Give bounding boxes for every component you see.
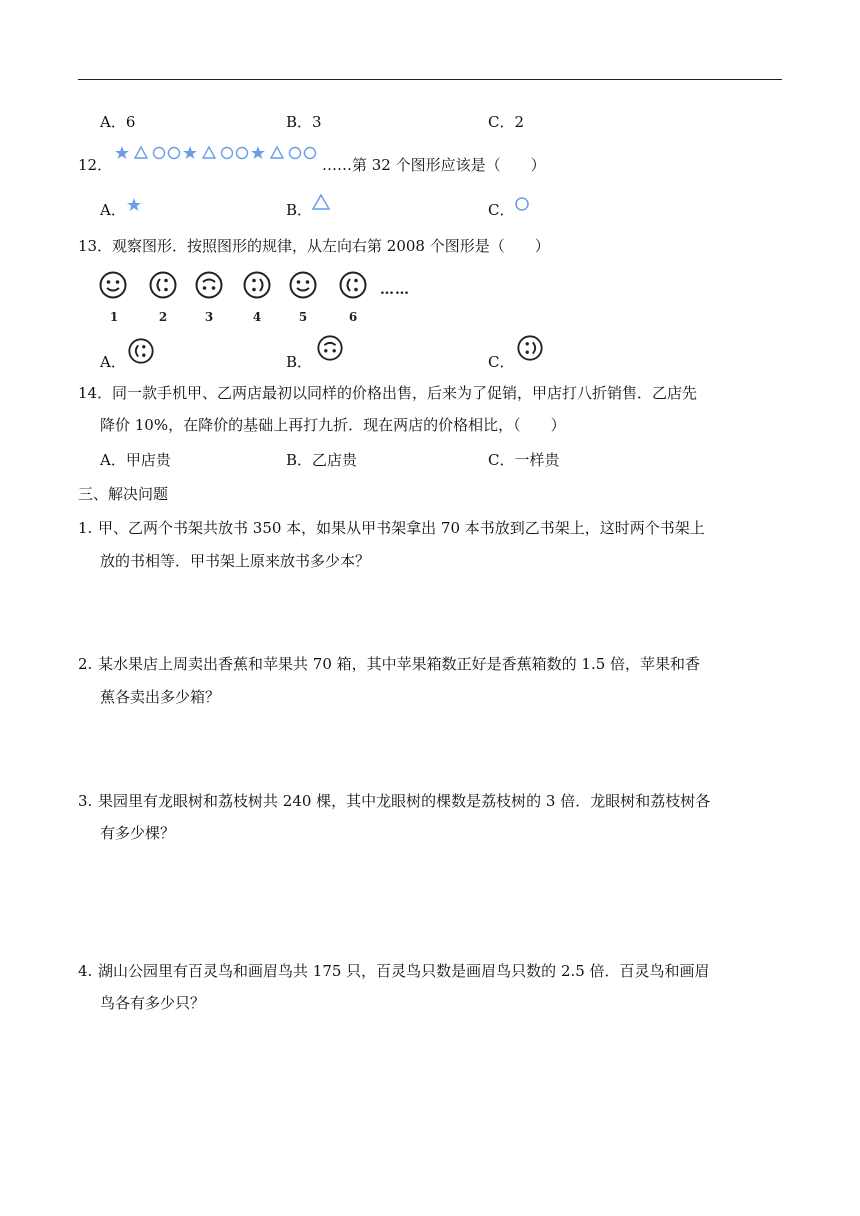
triangle-icon xyxy=(203,147,215,158)
problem-text-line1: 湖山公园里有百灵鸟和画眉鸟共 175 只，百灵鸟只数是画眉鸟只数的 2.5 倍．百灵鸟和画眉 xyxy=(98,962,710,980)
q14-option-a[interactable] xyxy=(100,450,171,470)
face-eyes-down-icon xyxy=(194,270,224,300)
problem-text-line2: 蕉各卖出多少箱？ xyxy=(100,688,221,706)
q11-option-c[interactable] xyxy=(488,112,524,132)
face-number: 3 xyxy=(204,310,214,324)
face-eyes-left-icon xyxy=(242,270,272,300)
star-icon xyxy=(115,146,129,159)
problem-text-line1: 某水果店上周卖出香蕉和苹果共 70 箱，其中苹果箱数正好是香蕉箱数的 1.5 倍，苹果和香 xyxy=(98,655,701,673)
option-text: 2 xyxy=(514,113,525,131)
problem-text-line2: 放的书相等．甲书架上原来放书多少本？ xyxy=(100,552,371,570)
problem-number: 4. xyxy=(78,962,93,980)
option-label: C． xyxy=(488,451,515,469)
problem-text-line1: 甲、乙两个书架共放书 350 本，如果从甲书架拿出 70 本书放到乙书架上，这时两个书架上 xyxy=(98,519,705,537)
circle-icon xyxy=(237,148,248,159)
triangle-icon xyxy=(271,147,283,158)
circle-icon xyxy=(513,195,531,213)
star-icon xyxy=(183,146,197,159)
option-label: B． xyxy=(286,451,313,469)
option-label: C． xyxy=(488,201,515,219)
option-text: 一样贵 xyxy=(514,451,560,469)
q13-option-a[interactable] xyxy=(100,352,126,372)
problem-text-line2: 鸟各有多少只？ xyxy=(100,994,206,1012)
q11-option-b[interactable] xyxy=(286,112,322,132)
face-number: 2 xyxy=(158,310,168,324)
option-label: C． xyxy=(488,353,515,371)
q12-sequence-figure xyxy=(114,143,320,163)
problem-number: 1. xyxy=(78,519,93,537)
option-label: B． xyxy=(286,113,313,131)
circle-icon xyxy=(169,148,180,159)
q14-option-c[interactable] xyxy=(488,450,560,470)
q14-stem-line2: 降价 10%，在降价的基础上再打九折．现在两店的价格相比，（ ） xyxy=(100,416,566,434)
option-text: 6 xyxy=(125,113,136,131)
face-eyes-right-icon xyxy=(127,337,155,365)
q14-option-b[interactable] xyxy=(286,450,357,470)
q13-option-c[interactable] xyxy=(488,352,514,372)
star-icon xyxy=(251,146,265,159)
option-label: A． xyxy=(100,201,126,219)
problem-text-line2: 有多少棵？ xyxy=(100,824,176,842)
circle-icon xyxy=(222,148,233,159)
option-text: 乙店贵 xyxy=(312,451,358,469)
q13-stem: 观察图形．按照图形的规律，从左向右第 2008 个图形是（ ） xyxy=(112,237,550,255)
option-label: C． xyxy=(488,113,515,131)
q12-number: 12． xyxy=(78,156,113,174)
face-eyes-down-icon xyxy=(316,334,344,362)
problem-number: 3. xyxy=(78,792,93,810)
option-label: B． xyxy=(286,201,313,219)
section-title: 三、解决问题 xyxy=(78,485,169,503)
q14-number: 14． xyxy=(78,384,113,402)
circle-icon xyxy=(305,148,316,159)
star-icon xyxy=(126,197,142,213)
option-label: A． xyxy=(100,451,126,469)
triangle-icon xyxy=(311,193,331,211)
q13-number: 13． xyxy=(78,237,113,255)
face-number: 4 xyxy=(252,310,262,324)
triangle-icon xyxy=(135,147,147,158)
q12-stem: ……第 32 个图形应该是（ ） xyxy=(322,156,546,174)
q13-option-b[interactable] xyxy=(286,352,312,372)
q12-option-c[interactable] xyxy=(488,200,514,220)
face-number: 6 xyxy=(348,310,358,324)
problem-text-line1: 果园里有龙眼树和荔枝树共 240 棵，其中龙眼树的棵数是荔枝树的 3 倍．龙眼树和荔枝树各 xyxy=(98,792,711,810)
option-label: A． xyxy=(100,113,126,131)
face-eyes-right-icon xyxy=(148,270,178,300)
q11-option-a[interactable] xyxy=(100,112,135,132)
face-number: 5 xyxy=(298,310,308,324)
option-label: B． xyxy=(286,353,313,371)
option-label: A． xyxy=(100,353,126,371)
circle-icon xyxy=(290,148,301,159)
option-text: 3 xyxy=(312,113,322,131)
q14-stem-line1: 同一款手机甲、乙两店最初以同样的价格出售，后来为了促销，甲店打八折销售．乙店先 xyxy=(112,384,698,402)
q12-option-a[interactable] xyxy=(100,200,126,220)
face-smile-icon xyxy=(98,270,128,300)
face-eyes-left-icon xyxy=(516,334,544,362)
option-text: 甲店贵 xyxy=(125,451,171,469)
q12-option-b[interactable] xyxy=(286,200,312,220)
face-smile-icon xyxy=(288,270,318,300)
circle-icon xyxy=(154,148,165,159)
problem-number: 2. xyxy=(78,655,93,673)
q13-ellipsis: …… xyxy=(380,282,410,298)
face-number: 1 xyxy=(109,310,119,324)
face-eyes-right-icon xyxy=(338,270,368,300)
header-rule xyxy=(78,79,782,80)
